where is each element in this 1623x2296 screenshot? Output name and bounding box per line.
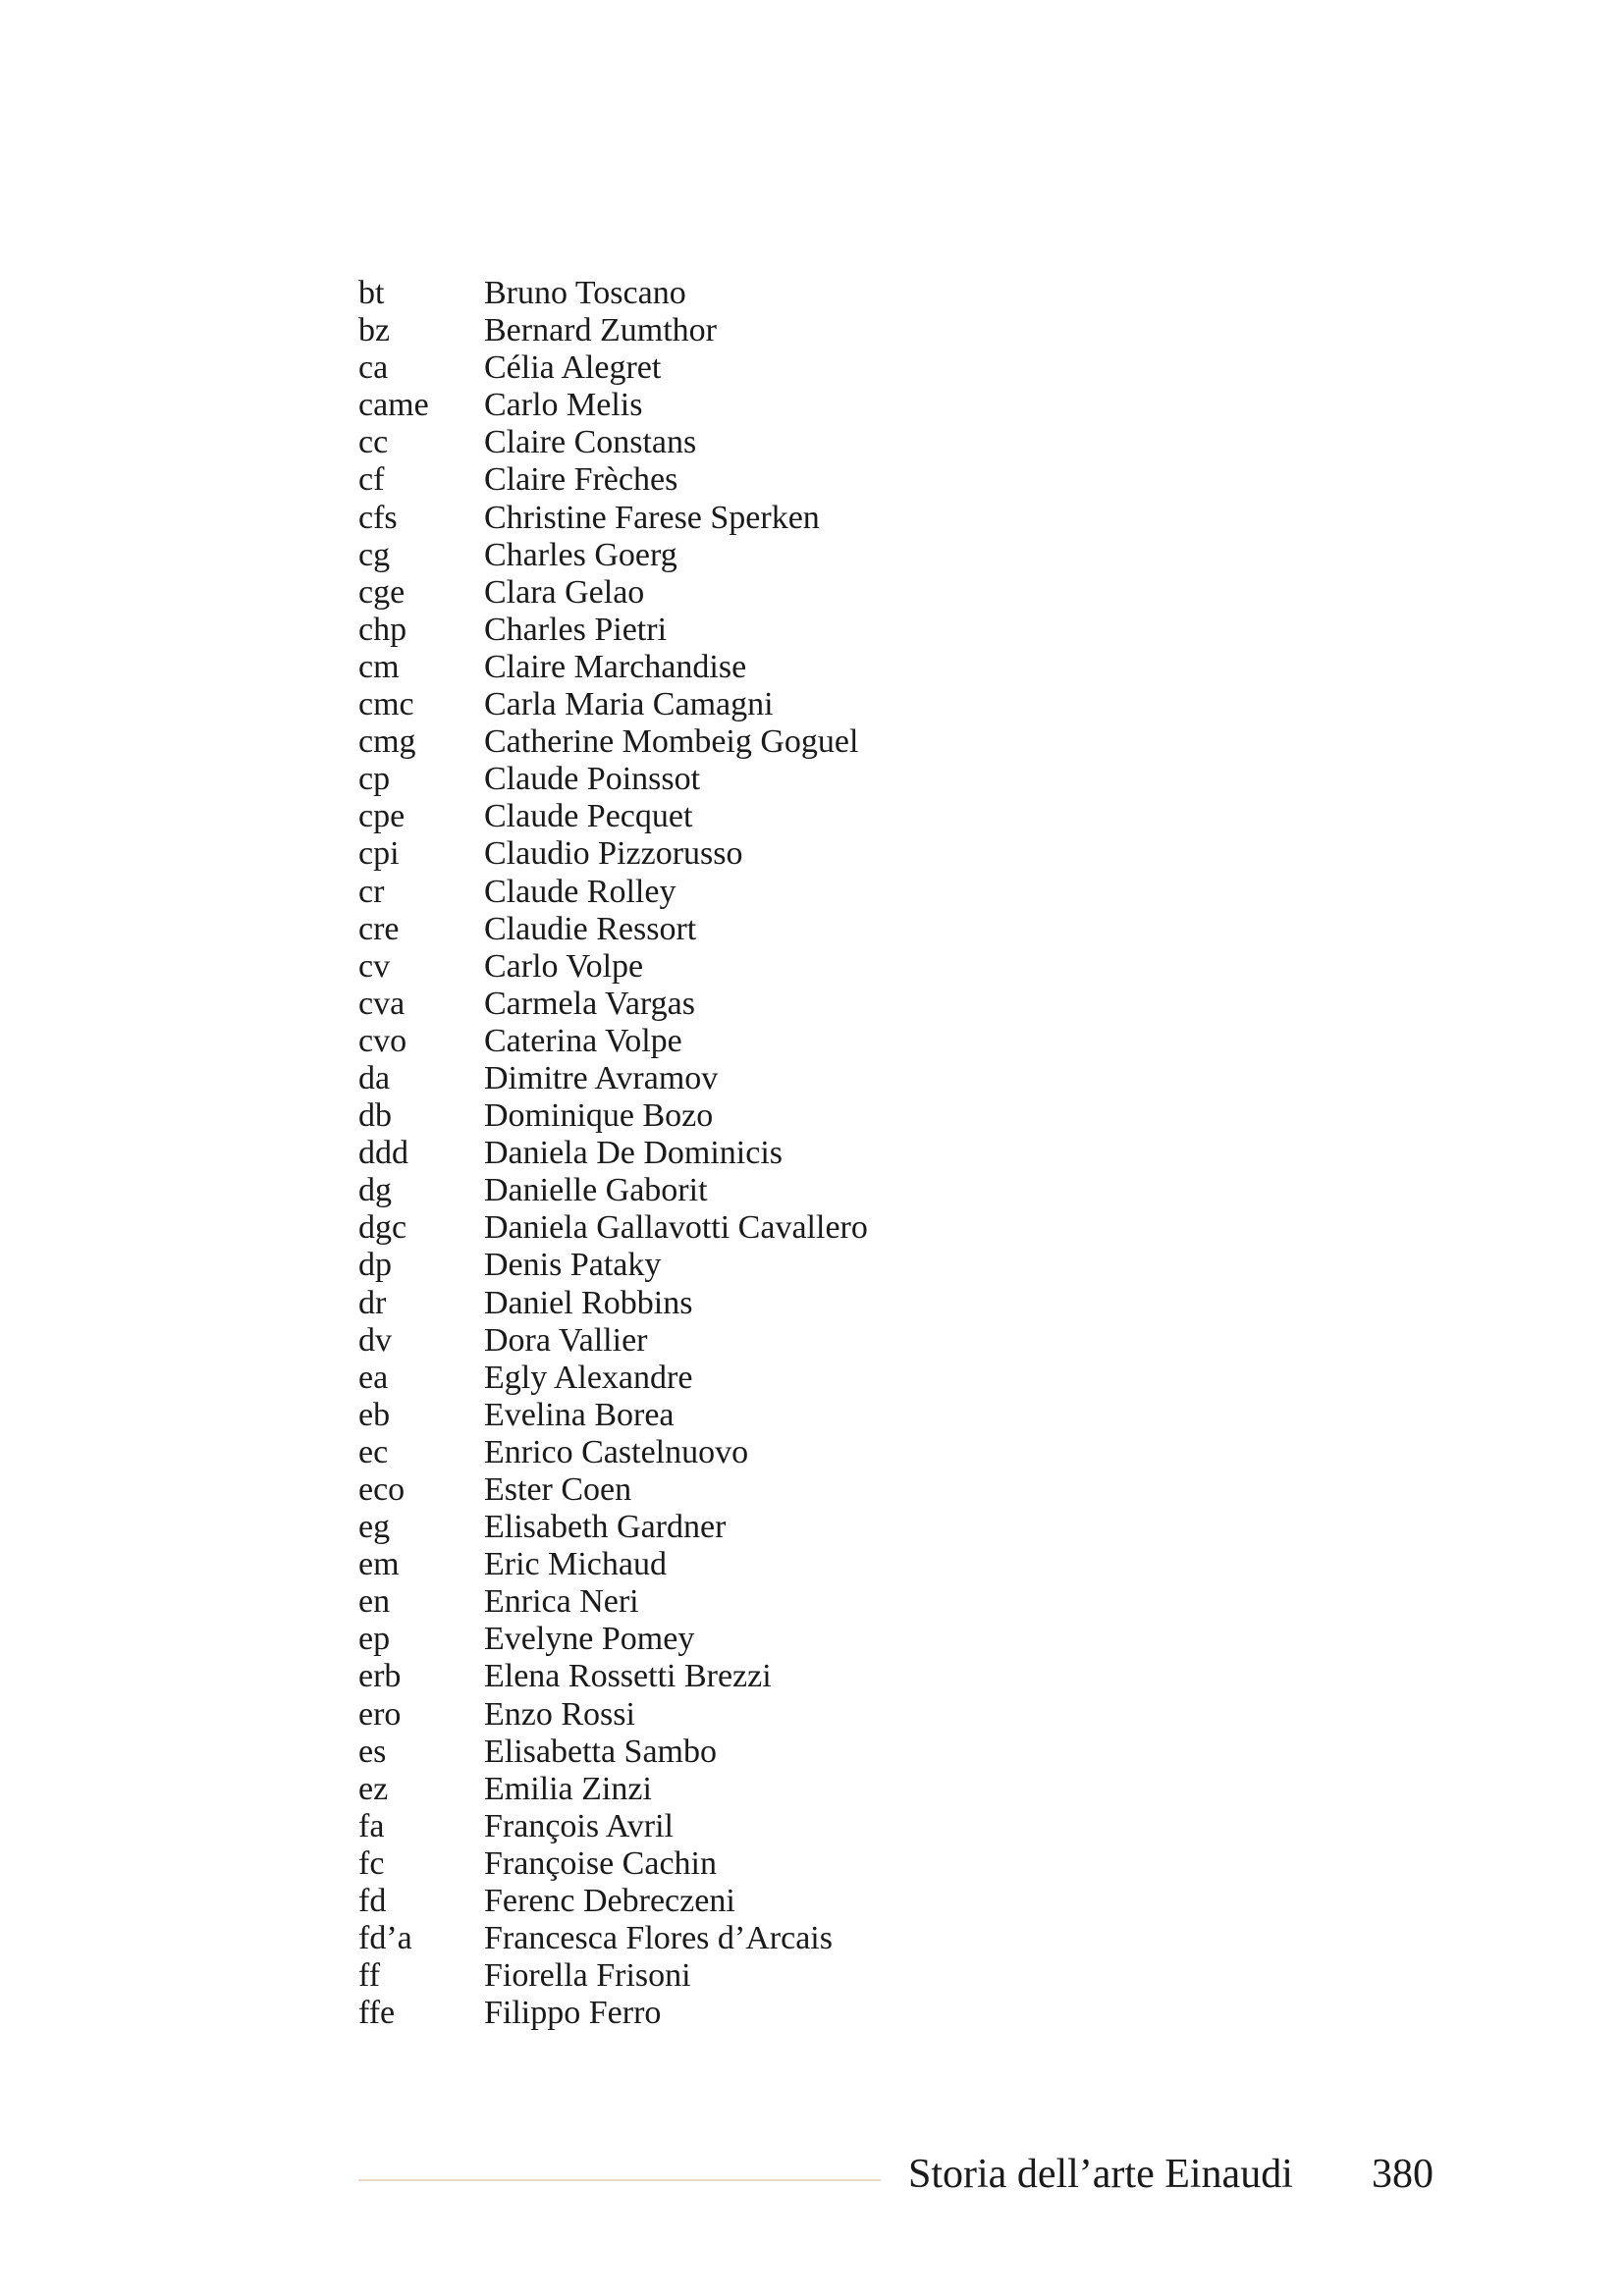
entry-abbreviation: erb — [358, 1658, 402, 1695]
entry-abbreviation: fa — [358, 1807, 385, 1844]
entry-name: Evelyne Pomey — [484, 1621, 695, 1658]
entry-name: Célia Alegret — [484, 349, 662, 387]
list-item — [358, 537, 868, 574]
entry-name: Elena Rossetti Brezzi — [484, 1658, 772, 1695]
list-item — [358, 1658, 868, 1695]
list-item — [358, 874, 868, 911]
entry-abbreviation: cge — [358, 573, 406, 611]
entry-abbreviation: came — [358, 387, 429, 424]
entry-name: Enzo Rossi — [484, 1695, 635, 1733]
footer-title: Storia dell’arte Einaudi — [908, 2152, 1293, 2197]
entry-name: Dora Vallier — [484, 1321, 648, 1359]
entry-abbreviation: eg — [358, 1509, 391, 1546]
list-item — [358, 911, 868, 948]
entry-name: Danielle Gaborit — [484, 1172, 708, 1209]
entry-abbreviation: ero — [358, 1695, 402, 1733]
list-item — [358, 1285, 868, 1322]
list-item — [358, 1771, 868, 1808]
entry-abbreviation: eco — [358, 1471, 406, 1508]
footer-rule — [358, 2179, 881, 2181]
entry-name: Fiorella Frisoni — [484, 1957, 691, 1995]
entry-name: Daniela Gallavotti Cavallero — [484, 1209, 868, 1247]
list-item — [358, 1097, 868, 1135]
list-item — [358, 761, 868, 798]
entry-abbreviation: fd’a — [358, 1920, 412, 1957]
entry-name: Claudie Ressort — [484, 910, 697, 947]
list-item — [358, 1995, 868, 2032]
entry-name: Egly Alexandre — [484, 1359, 693, 1396]
entry-name: Enrica Neri — [484, 1583, 639, 1621]
entry-abbreviation: cp — [358, 761, 391, 798]
entry-name: Bernard Zumthor — [484, 312, 717, 349]
list-item — [358, 1957, 868, 1995]
entry-name: Francesca Flores d’Arcais — [484, 1920, 833, 1957]
entry-abbreviation: cv — [358, 947, 391, 985]
entry-abbreviation: ea — [358, 1359, 389, 1396]
entry-name: Carmela Vargas — [484, 985, 695, 1022]
list-item — [358, 424, 868, 461]
list-item — [358, 1583, 868, 1621]
entry-name: Charles Pietri — [484, 611, 668, 648]
entry-name: Filippo Ferro — [484, 1995, 662, 2032]
entry-abbreviation: ep — [358, 1621, 391, 1658]
entry-abbreviation: ca — [358, 349, 389, 387]
list-item — [358, 986, 868, 1023]
entry-name: François Avril — [484, 1807, 674, 1844]
entry-name: Elisabeth Gardner — [484, 1509, 727, 1546]
list-item — [358, 798, 868, 835]
list-item — [358, 686, 868, 723]
entry-name: Christine Farese Sperken — [484, 499, 820, 536]
entry-name: Françoise Cachin — [484, 1844, 717, 1882]
entry-name: Claude Rolley — [484, 873, 676, 910]
entry-abbreviation: dp — [358, 1247, 392, 1284]
entry-name: Enrico Castelnuovo — [484, 1433, 749, 1470]
entry-name: Dimitre Avramov — [484, 1059, 719, 1096]
list-item — [358, 1360, 868, 1397]
list-item — [358, 349, 868, 387]
list-item — [358, 275, 868, 312]
list-item — [358, 1471, 868, 1509]
entry-abbreviation: cre — [358, 910, 400, 947]
entry-abbreviation: cmc — [358, 686, 414, 723]
list-item — [358, 948, 868, 986]
entry-name: Denis Pataky — [484, 1247, 662, 1284]
entry-abbreviation: fd — [358, 1883, 387, 1920]
page-footer — [358, 2145, 1438, 2204]
list-item — [358, 1397, 868, 1434]
list-item — [358, 1546, 868, 1583]
list-item — [358, 1845, 868, 1883]
list-item — [358, 1509, 868, 1546]
list-item — [358, 1247, 868, 1284]
entry-abbreviation: en — [358, 1583, 391, 1621]
entry-name: Catherine Mombeig Goguel — [484, 723, 859, 761]
list-item — [358, 1696, 868, 1734]
entry-abbreviation: em — [358, 1546, 400, 1583]
entry-name: Daniela De Dominicis — [484, 1135, 784, 1172]
list-item — [358, 723, 868, 761]
entry-abbreviation: cmg — [358, 723, 416, 761]
list-item — [358, 1322, 868, 1360]
entry-name: Evelina Borea — [484, 1396, 675, 1433]
entry-name: Claude Pecquet — [484, 798, 693, 835]
list-item — [358, 1808, 868, 1845]
entry-abbreviation: es — [358, 1733, 387, 1770]
list-item — [358, 1883, 868, 1920]
entry-name: Elisabetta Sambo — [484, 1733, 718, 1770]
list-item — [358, 1172, 868, 1209]
list-item — [358, 835, 868, 873]
entry-abbreviation: chp — [358, 611, 407, 648]
entry-name: Carlo Volpe — [484, 947, 644, 985]
entry-name: Claudio Pizzorusso — [484, 835, 743, 873]
entry-abbreviation: cfs — [358, 499, 398, 536]
entry-abbreviation: cg — [358, 536, 391, 573]
entry-name: Daniel Robbins — [484, 1284, 693, 1321]
entry-abbreviation: dgc — [358, 1209, 407, 1247]
entry-abbreviation: fc — [358, 1844, 385, 1882]
entry-abbreviation: cvo — [358, 1022, 407, 1059]
list-item — [358, 612, 868, 649]
list-item — [358, 1920, 868, 1957]
entry-name: Claire Frèches — [484, 461, 678, 499]
entry-name: Ester Coen — [484, 1471, 632, 1508]
list-item — [358, 1434, 868, 1471]
entry-abbreviation: db — [358, 1097, 392, 1135]
entry-abbreviation: dv — [358, 1321, 392, 1359]
entry-name: Claire Constans — [484, 424, 697, 461]
entry-name: Clara Gelao — [484, 573, 645, 611]
entry-name: Emilia Zinzi — [484, 1770, 652, 1807]
entry-name: Eric Michaud — [484, 1546, 667, 1583]
entry-abbreviation: cc — [358, 424, 389, 461]
entry-abbreviation: cm — [358, 648, 400, 685]
entry-abbreviation: ddd — [358, 1135, 408, 1172]
list-item — [358, 500, 868, 537]
list-item — [358, 574, 868, 612]
abbreviation-list — [358, 275, 868, 2032]
entry-name: Claude Poinssot — [484, 761, 701, 798]
entry-name: Bruno Toscano — [484, 275, 686, 311]
entry-abbreviation: cpi — [358, 835, 400, 873]
list-item — [358, 387, 868, 424]
list-item — [358, 1060, 868, 1097]
entry-abbreviation: eb — [358, 1396, 391, 1433]
list-item — [358, 1209, 868, 1247]
list-item — [358, 1734, 868, 1771]
entry-abbreviation: dr — [358, 1284, 387, 1321]
entry-name: Ferenc Debreczeni — [484, 1883, 735, 1920]
list-item — [358, 1135, 868, 1172]
entry-abbreviation: cva — [358, 985, 406, 1022]
entry-abbreviation: cr — [358, 873, 385, 910]
entry-name: Dominique Bozo — [484, 1097, 714, 1135]
list-item — [358, 461, 868, 499]
entry-abbreviation: ec — [358, 1433, 389, 1470]
list-item — [358, 1621, 868, 1658]
entry-name: Carla Maria Camagni — [484, 686, 774, 723]
entry-name: Charles Goerg — [484, 536, 677, 573]
entry-name: Carlo Melis — [484, 387, 643, 424]
entry-abbreviation: ffe — [358, 1995, 396, 2032]
entry-name: Caterina Volpe — [484, 1022, 682, 1059]
page-number: 380 — [1372, 2152, 1434, 2197]
list-item — [358, 312, 868, 349]
entry-abbreviation: cpe — [358, 798, 406, 835]
entry-abbreviation: bz — [358, 312, 391, 349]
entry-abbreviation: cf — [358, 461, 385, 499]
list-item — [358, 1023, 868, 1060]
entry-abbreviation: ff — [358, 1957, 381, 1995]
entry-name: Claire Marchandise — [484, 648, 747, 685]
list-item — [358, 649, 868, 686]
entry-abbreviation: dg — [358, 1172, 392, 1209]
entry-abbreviation: ez — [358, 1770, 389, 1807]
entry-abbreviation: da — [358, 1059, 391, 1096]
entry-abbreviation: bt — [358, 275, 385, 311]
